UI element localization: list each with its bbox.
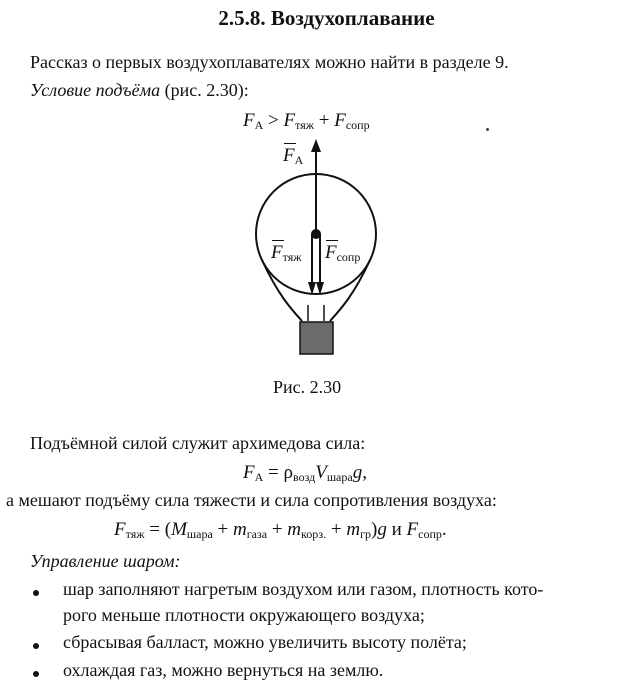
arrow-head-up: [311, 139, 321, 152]
control-heading: Управление шаром:: [30, 551, 181, 571]
list-item: сбрасывая балласт, можно увеличить высоту полёта;: [63, 632, 467, 652]
archimedes-formula: $F_A = \rho_{возд}V_{шара}g$,: [243, 462, 367, 484]
gravity-formula: $F_{тяж} = (M_{шара} + m_{газа} + m_{корз.} + m_{гр})g$ и $F_{сопр}$.: [114, 519, 447, 541]
bullet-dot: [33, 643, 39, 649]
figure-caption: Рис. 2.30: [273, 377, 342, 397]
condition-label: Условие подъёма: [30, 80, 161, 100]
hinder-text: а мешают подъёму сила тяжести и сила сопротивления воздуха:: [6, 490, 497, 510]
condition-ref: (рис. 2.30):: [160, 80, 249, 100]
balloon-figure: [240, 135, 400, 370]
label-force-drag: $F_{сопр}$: [325, 242, 361, 264]
lift-condition-formula: $F_A > F_{тяж} + F_{сопр}$: [243, 110, 370, 132]
vector-bar: [284, 143, 296, 144]
scan-speck: [486, 128, 489, 131]
lift-text: Подъёмной силой служит архимедова сила:: [30, 433, 366, 453]
list-item-continuation: рого меньше плотности окружающего воздуха;: [63, 605, 425, 625]
vector-bar: [272, 240, 284, 241]
bullet-dot: [33, 590, 39, 596]
condition-line: [30, 80, 249, 101]
intro-text: Рассказ о первых воздухоплавателях можно найти в разделе 9.: [30, 52, 509, 72]
center-point: [311, 229, 321, 239]
bullet-dot: [33, 671, 39, 677]
section-title: 2.5.8. Воздухоплавание: [218, 6, 435, 30]
list-item: шар заполняют нагретым воздухом или газом, плотность кото-: [63, 579, 544, 599]
list-item: охлаждая газ, можно вернуться на землю.: [63, 660, 384, 680]
balloon-basket: [300, 322, 333, 354]
vector-bar: [326, 240, 338, 241]
label-force-archimedes: $F_A$: [283, 145, 304, 167]
label-force-gravity: $F_{тяж}$: [271, 242, 302, 264]
